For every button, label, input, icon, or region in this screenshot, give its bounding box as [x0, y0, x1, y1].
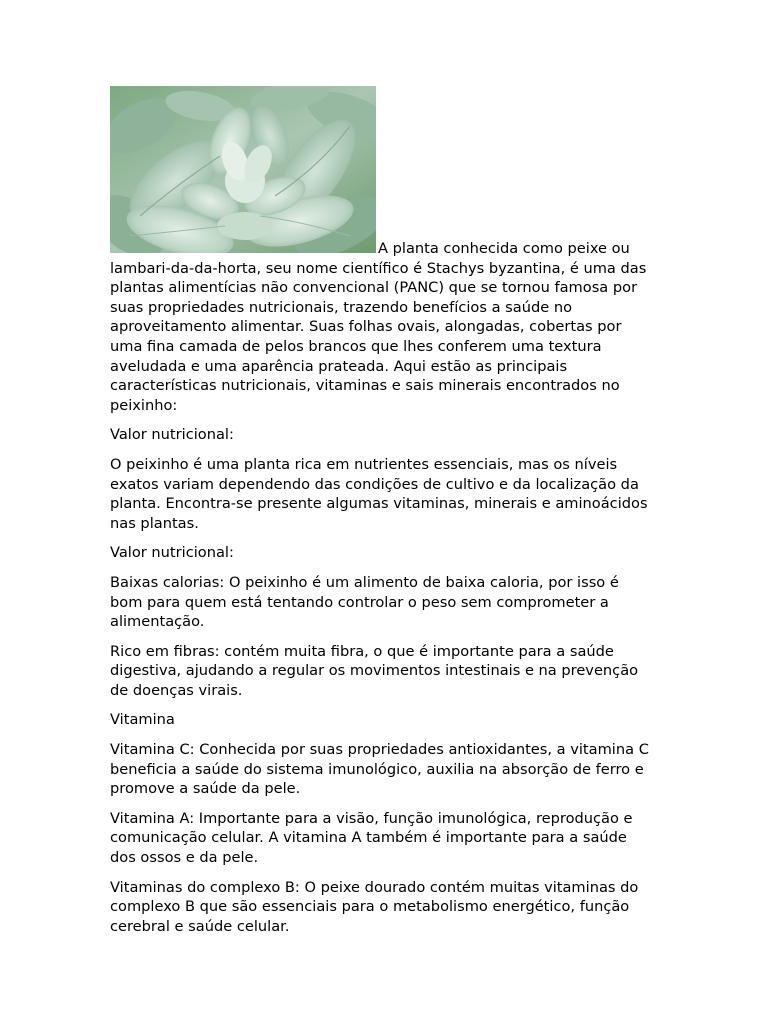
- vitamin-a-paragraph: Vitamina A: Importante para a visão, função imunológica, reprodução e comunicação celular. A vitamina A também é importante para a saúde dos ossos e da pele.: [110, 809, 633, 867]
- fiber-paragraph: Rico em fibras: contém muita fibra, o que é importante para a saúde digestiva, ajudando a regular os movimentos intestinais e na prevenção de doenças virais.: [110, 642, 639, 699]
- vitamin-b-paragraph: Vitaminas do complexo B: O peixe dourado contém muitas vitaminas do complexo B que são essenciais para o metabolismo energético, função cerebral e saúde celular.: [110, 878, 639, 935]
- document-page: [110, 86, 655, 946]
- heading-valor-nutricional-2: Valor nutricional:: [110, 544, 234, 562]
- intro-text: A planta conhecida como peixe ou lambari-da-da-horta, seu nome científico é Stachys byzantina, é uma das plantas alimentícias não convencional (PANC) que se tornou famosa por suas propriedades nutricionais, trazendo benefícios a saúde no aproveitamento alimentar. Suas folhas ovais, alongadas, cobertas por uma fina camada de pelos brancos que lhes conferem uma textura aveludada e uma aparência prateada. Aqui estão as principais características nutricionais, vitaminas e sais minerais encontrados no peixinho:: [110, 240, 647, 414]
- intro-paragraph: [110, 86, 655, 415]
- vitamin-c-paragraph: Vitamina C: Conhecida por suas propriedades antioxidantes, a vitamina C beneficia a saúde do sistema imunológico, auxilia na absorção de ferro e promove a saúde da pele.: [110, 741, 649, 798]
- lambs-ear-plant-photo: [110, 86, 376, 253]
- nutrients-paragraph: O peixinho é uma planta rica em nutrientes essenciais, mas os níveis exatos variam dependendo das condições de cultivo e da localização da planta. Encontra-se presente algumas vitaminas, minerais e aminoácidos nas plantas.: [110, 455, 648, 532]
- heading-valor-nutricional-1: Valor nutricional:: [110, 426, 234, 444]
- low-calories-paragraph: Baixas calorias: O peixinho é um alimento de baixa caloria, por isso é bom para quem está tentando controlar o peso sem comprometer a alimentação.: [110, 573, 619, 631]
- plant-photo: [110, 86, 376, 253]
- heading-vitamina: Vitamina: [110, 711, 175, 729]
